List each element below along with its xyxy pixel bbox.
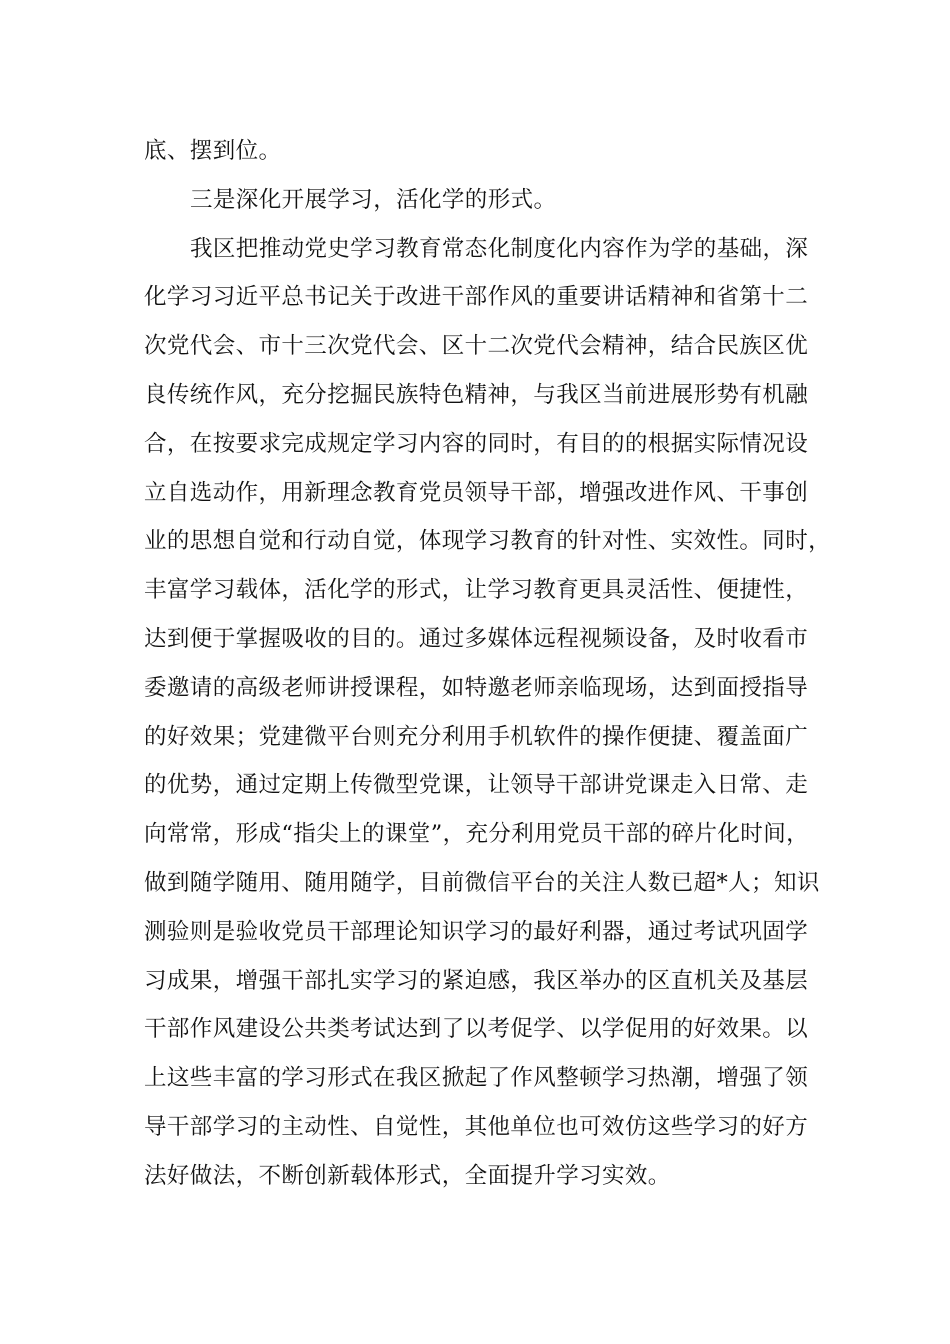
text-line: 的好效果；党建微平台则充分利用手机软件的操作便捷、覆盖面广 [144,723,809,750]
text-line: 达到便于掌握吸收的目的。通过多媒体远程视频设备，及时收看市 [144,625,809,652]
text-line: 干部作风建设公共类考试达到了以考促学、以学促用的好效果。以 [144,1016,809,1043]
text-line: 立自选动作，用新理念教育党员领导干部，增强改进作风、干事创 [144,479,809,506]
text-line: 次党代会、市十三次党代会、区十二次党代会精神，结合民族区优 [144,333,809,360]
section-heading: 三是深化开展学习，活化学的形式。 [190,186,557,213]
text-line: 的优势，通过定期上传微型党课，让领导干部讲党课走入日常、走 [144,772,809,799]
text-line: 测验则是验收党员干部理论知识学习的最好利器，通过考试巩固学 [144,918,809,945]
text-line: 习成果，增强干部扎实学习的紧迫感，我区举办的区直机关及基层 [144,967,809,994]
text-line: 委邀请的高级老师讲授课程，如特邀老师亲临现场，达到面授指导 [144,674,809,701]
text-line: 化学习习近平总书记关于改进干部作风的重要讲话精神和省第十二 [144,284,809,311]
text-line: 上这些丰富的学习形式在我区掀起了作风整顿学习热潮，增强了领 [144,1065,809,1092]
text-line: 底、摆到位。 [144,138,282,164]
text-line: 导干部学习的主动性、自觉性，其他单位也可效仿这些学习的好方 [144,1113,809,1140]
text-line: 业的思想自觉和行动自觉，体现学习教育的针对性、实效性。同时， [144,528,832,555]
body-text [144,127,832,1201]
text-line: 法好做法，不断创新载体形式，全面提升学习实效。 [144,1162,671,1189]
text-line: 做到随学随用、随用随学，目前微信平台的关注人数已超*人；知识 [144,869,820,896]
text-line: 良传统作风，充分挖掘民族特色精神，与我区当前进展形势有机融 [144,381,809,408]
text-line: 合，在按要求完成规定学习内容的同时，有目的的根据实际情况设 [144,430,809,457]
text-line: 我区把推动党史学习教育常态化制度化内容作为学的基础，深 [190,235,809,262]
text-line: 向常常，形成“指尖上的课堂”，充分利用党员干部的碎片化时间， [144,821,810,848]
text-line: 丰富学习载体，活化学的形式，让学习教育更具灵活性、便捷性， [144,577,809,604]
